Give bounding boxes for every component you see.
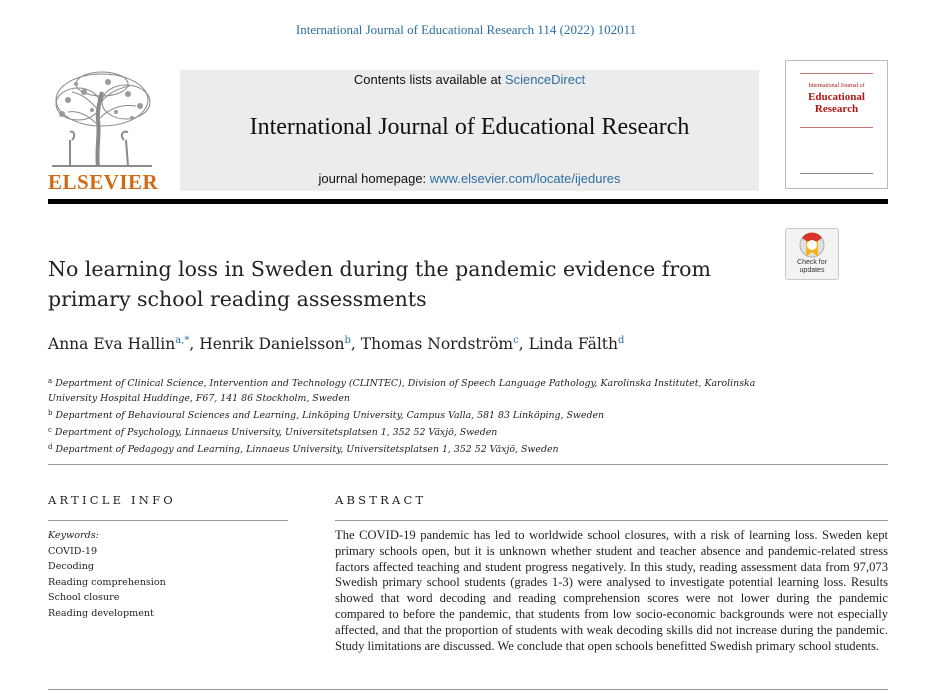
cover-top-rule — [800, 73, 873, 74]
crossmark-icon — [786, 229, 838, 259]
keyword-item[interactable]: COVID-19 — [48, 545, 98, 557]
elsevier-wordmark: ELSEVIER — [48, 170, 159, 194]
affiliation-label: c — [48, 426, 52, 434]
article-info-heading: ARTICLE INFO — [48, 493, 176, 507]
cover-small-text: International Journal of — [808, 83, 865, 89]
affiliation-list — [48, 374, 798, 457]
header-divider — [48, 199, 888, 204]
affiliation-item — [48, 423, 798, 440]
check-for-updates-label: Check for updates — [797, 259, 827, 274]
homepage-line — [180, 171, 759, 186]
abstract-rule — [335, 520, 888, 521]
elsevier-tree-icon — [48, 70, 156, 168]
section-divider — [48, 464, 888, 465]
author-affiliation-marker[interactable]: a,* — [175, 335, 190, 346]
contents-line — [180, 72, 759, 87]
author-name[interactable]: Thomas Nordström — [360, 335, 514, 353]
journal-cover-thumbnail[interactable] — [785, 60, 888, 189]
author-affiliation-marker[interactable]: c — [513, 335, 519, 346]
author-name[interactable]: Anna Eva Hallin — [48, 335, 176, 353]
journal-reference[interactable]: International Journal of Educational Research 114 (2022) 102011 — [295, 22, 637, 37]
affiliation-item — [48, 406, 798, 423]
journal-homepage-link[interactable]: www.elsevier.com/locate/ijedures — [429, 171, 621, 186]
keyword-item[interactable]: Decoding — [48, 561, 95, 572]
keyword-item[interactable]: Reading comprehension — [48, 576, 166, 588]
article-info-rule — [48, 520, 288, 521]
keyword-item[interactable]: School closure — [48, 592, 120, 603]
article-title: No learning loss in Sweden during the pandemic evidence from primary school reading assessments — [48, 257, 711, 311]
journal-title: International Journal of Educational Research — [249, 114, 690, 140]
author-affiliation-marker[interactable]: b — [344, 335, 351, 346]
journal-masthead — [180, 70, 759, 191]
check-for-updates-badge[interactable] — [785, 228, 839, 280]
keywords-block — [48, 528, 288, 621]
affiliation-label: b — [48, 409, 53, 417]
sciencedirect-link[interactable]: ScienceDirect — [504, 72, 586, 87]
affiliation-text: Department of Pedagogy and Learning, Linnaeus University, Universitetsplatsen 1, 352 52 Växjö, Sweden — [55, 444, 559, 455]
contents-prefix: Contents lists available at — [353, 72, 505, 87]
keywords-label: Keywords: — [48, 530, 99, 541]
affiliation-label: a — [48, 377, 53, 385]
affiliation-text: Department of Psychology, Linnaeus University, Universitetsplatsen 1, 352 52 Växjö, Sweden — [54, 427, 498, 438]
author-list: Anna Eva Hallin$^{a,*}$, Henrik Danielsson$^b$, Thomas Nordström$^c$, Linda Fälth$^d$ — [48, 335, 625, 353]
cover-rule — [800, 127, 873, 128]
elsevier-logo[interactable] — [48, 70, 159, 194]
author-name[interactable]: Henrik Danielsson — [199, 335, 345, 353]
affiliation-text: Department of Behavioural Sciences and Learning, Linköping University, Campus Valla, 581 83 Linköping, Sweden — [55, 410, 605, 421]
cover-bottom-rule — [800, 173, 873, 174]
bottom-divider — [48, 689, 888, 690]
homepage-prefix: journal homepage: — [318, 171, 430, 186]
affiliation-label: d — [48, 443, 53, 451]
author-affiliation-marker[interactable]: d — [618, 335, 625, 346]
affiliation-text: Department of Clinical Science, Intervention and Technology (CLINTEC), Division of Speech Language Pathology, Karolinska Institutet, Karolinska University Hospital Huddinge, F67, 141 86 Stockholm, Sweden — [48, 378, 756, 404]
abstract-heading: ABSTRACT — [335, 493, 427, 507]
affiliation-item — [48, 440, 798, 457]
affiliation-item — [48, 374, 798, 406]
keyword-item[interactable]: Reading development — [48, 607, 154, 619]
abstract-text: The COVID-19 pandemic has led to worldwide school closures, with a risk of learning loss. Sweden kept primary schools open, but it is unknown whether student and teacher absence and pandemic-related stress factors affected teaching and student progress negatively. In this study, reading assessment data from 97,073 Swedish primary school students (grades 1-3) were analysed to investigate potential learning loss. Results showed that word decoding and reading comprehension scores were not lower during the pandemic compared to before the pandemic, that students from low socio-economic backgrounds were not especially affected, and that the proportion of students with weak decoding skills did not increase during the pandemic. Study limitations are discussed. We conclude that open schools benefitted Swedish primary school students. — [335, 528, 888, 653]
cover-title: Educational Research — [808, 91, 865, 115]
author-name[interactable]: Linda Fälth — [528, 335, 619, 353]
